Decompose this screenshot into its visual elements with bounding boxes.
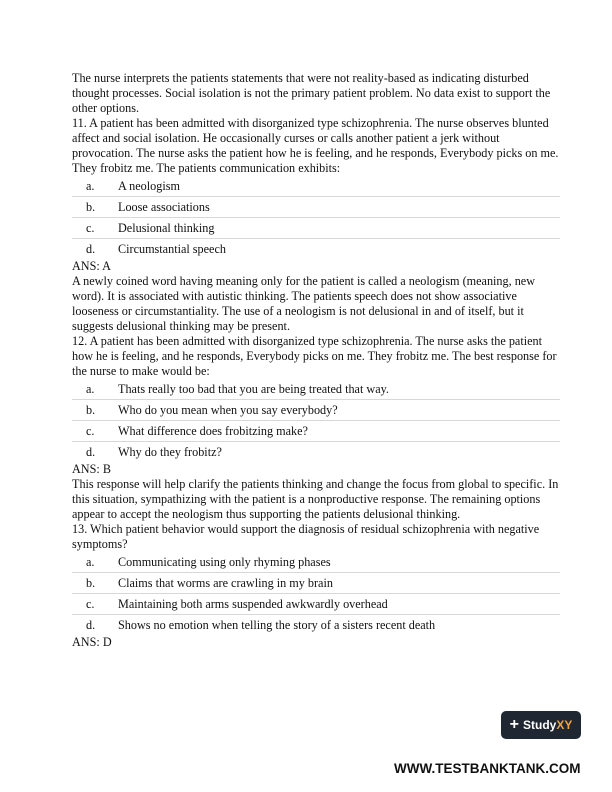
option-letter: c. (86, 423, 95, 438)
option-row (72, 442, 560, 462)
option-row (72, 379, 560, 400)
document-body (72, 71, 560, 650)
option-text: Thats really too bad that you are being treated that way. (118, 381, 389, 396)
question-13-answer: ANS: D (72, 635, 112, 649)
question-13-options (72, 552, 560, 635)
option-text: Who do you mean when you say everybody? (118, 402, 338, 417)
option-letter: b. (86, 199, 96, 214)
option-text: Communicating using only rhyming phases (118, 554, 331, 569)
question-11-answer: ANS: A (72, 259, 111, 273)
option-text: Circumstantial speech (118, 241, 226, 256)
option-row (72, 218, 560, 239)
question-12-options (72, 379, 560, 462)
option-row (72, 573, 560, 594)
option-letter: c. (86, 596, 95, 611)
option-text: Maintaining both arms suspended awkwardly overhead (118, 596, 388, 611)
question-13-stem: 13. Which patient behavior would support the diagnosis of residual schizophrenia with negative symptoms? (72, 522, 540, 551)
option-letter: b. (86, 575, 96, 590)
option-row (72, 400, 560, 421)
option-text: Delusional thinking (118, 220, 215, 235)
option-letter: a. (86, 381, 95, 396)
option-letter: a. (86, 554, 95, 569)
badge-brand-accent: XY (556, 718, 573, 732)
option-row (72, 176, 560, 197)
badge-brand: Study (522, 718, 557, 732)
option-text: A neologism (118, 178, 180, 193)
option-row (72, 552, 560, 573)
option-text: What difference does frobitzing make? (118, 423, 308, 438)
option-letter: b. (86, 402, 96, 417)
question-12-rationale: This response will help clarify the patients thinking and change the focus from global to specific. In this situation, sympathizing with the patient is a nonproductive response. The remaining options appear to accept the neologism thus supporting the patients delusional thinking. (72, 477, 559, 521)
option-letter: c. (86, 220, 95, 235)
option-text: Loose associations (118, 199, 210, 214)
option-row (72, 239, 560, 259)
studyxy-badge[interactable] (501, 711, 581, 739)
footer-website: WWW.TESTBANKTANK.COM (394, 761, 581, 776)
option-letter: d. (86, 617, 96, 632)
option-text: Claims that worms are crawling in my brain (118, 575, 333, 590)
option-row (72, 421, 560, 442)
option-letter: d. (86, 444, 96, 459)
question-11-stem: 11. A patient has been admitted with disorganized type schizophrenia. The nurse observes blunted affect and social isolation. He occasionally curses or calls another patient a jerk without provocation. The nurse asks the patient how he is feeling, and he responds, Everybody picks on me. They frobitz me. The patients communication exhibits: (72, 116, 559, 175)
option-letter: a. (86, 178, 95, 193)
question-11-options (72, 176, 560, 259)
option-text: Shows no emotion when telling the story of a sisters recent death (118, 617, 436, 632)
question-12-stem: 12. A patient has been admitted with disorganized type schizophrenia. The nurse asks the patient how he is feeling, and he responds, Everybody picks on me. They frobitz me. The best response for the nurse to make would be: (72, 334, 557, 378)
option-letter: d. (86, 241, 96, 256)
question-12-answer: ANS: B (72, 462, 111, 476)
option-row (72, 594, 560, 615)
option-row (72, 197, 560, 218)
question-11-rationale: A newly coined word having meaning only for the patient is called a neologism (meaning, new word). It is associated with autistic thinking. The patients speech does not show associative looseness or circumstantiality. The use of a neologism is not delusional in and of itself, but it suggests delusional thinking may be present. (72, 274, 536, 333)
plus-icon: + (509, 716, 519, 733)
option-row (72, 615, 560, 635)
option-text: Why do they frobitz? (118, 444, 222, 459)
intro-rationale: The nurse interprets the patients statements that were not reality-based as indicating disturbed thought processes. Social isolation is not the primary patient problem. No data exist to support the other options. (72, 71, 551, 115)
